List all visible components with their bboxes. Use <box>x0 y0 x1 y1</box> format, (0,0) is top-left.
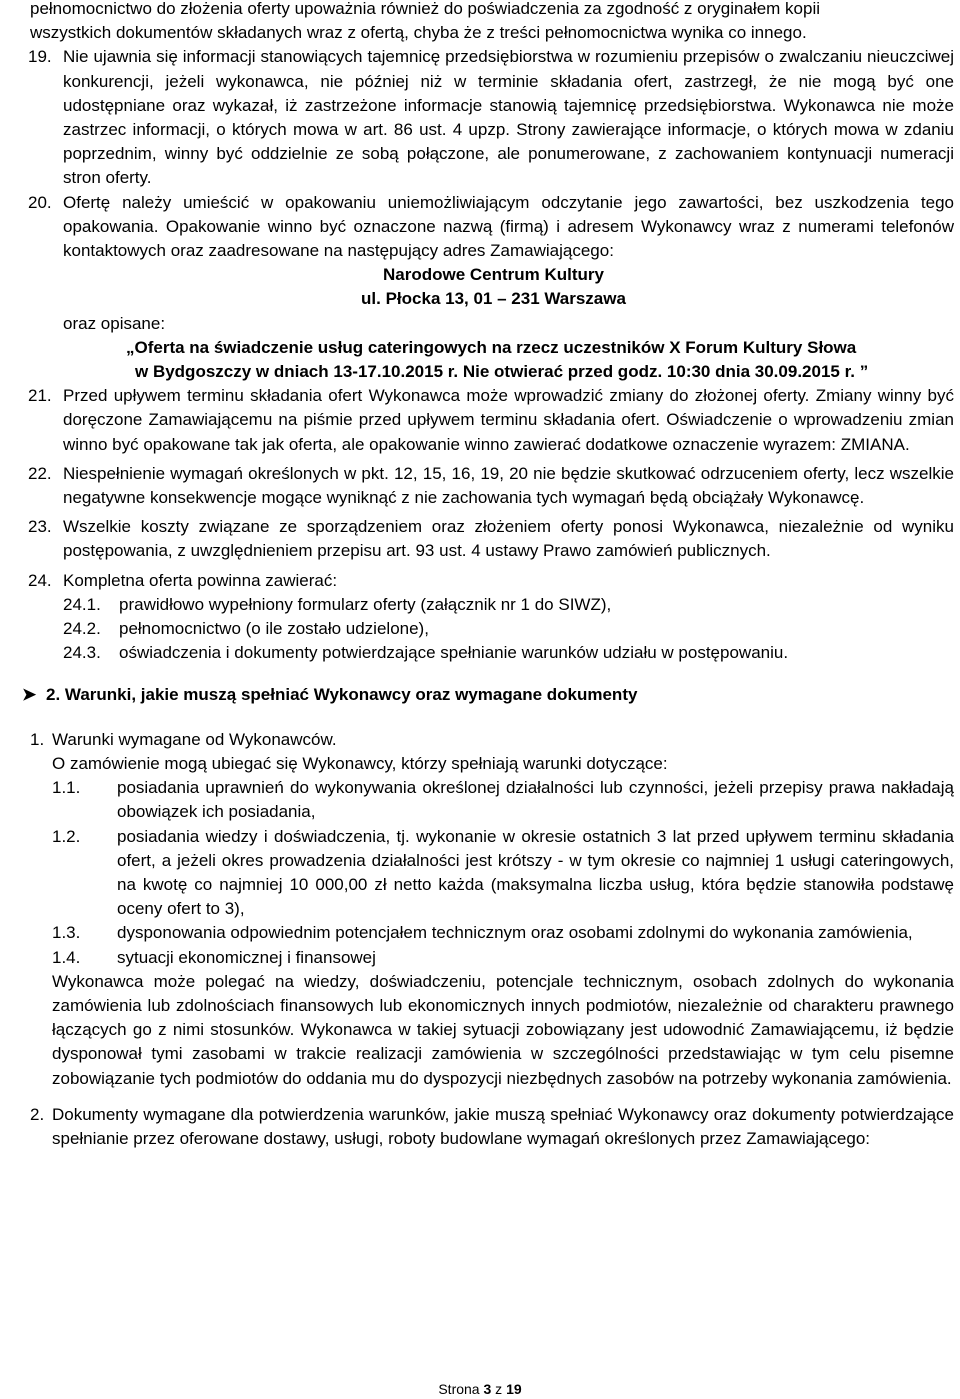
item-number: 23. <box>28 517 52 537</box>
subitem-number: 24.2. <box>63 619 101 639</box>
condition-text: sytuacji ekonomicznej i finansowej <box>117 947 376 967</box>
footer-label: Strona <box>438 1381 480 1397</box>
requirement-title: Warunki wymagane od Wykonawców. <box>52 729 337 749</box>
item-text: Wszelkie koszty związane ze sporządzeniem oraz złożeniem oferty ponosi Wykonawca, niezależnie od wyniku postępowania, z uwzględnieniem przepisu art. 93 ust. 4 ustawy Prawo zamówień publicznych. <box>63 517 954 561</box>
subitem-24-1 <box>63 593 954 617</box>
condition-number: 1.2. <box>52 826 81 846</box>
condition-text: posiadania wiedzy i doświadczenia, tj. wykonanie w okresie ostatnich 3 lat przed upływem terminu składania ofert, a jeżeli okres prowadzenia działalności jest krótszy - w tym okresie co najmniej 1 usługi cateringowych, na kwotę co najmniej 10 000,00 zł netto każda (maksymalna liczba usług, która będzie stanowiła podstawę oceny ofert to 3), <box>117 826 954 919</box>
requirement-intro: O zamówienie mogą ubiegać się Wykonawcy, którzy spełniają warunki dotyczące: <box>52 753 668 773</box>
footer-total-pages: 19 <box>506 1381 522 1397</box>
intro-line-1: pełnomocnictwo do złożenia oferty upoważnia również do poświadczenia za zgodność z oryginałem kopii <box>30 0 820 18</box>
address-street: ul. Płocka 13, 01 – 231 Warszawa <box>361 289 626 309</box>
condition-1-2 <box>52 825 954 922</box>
requirement-number: 1. <box>30 729 45 749</box>
address-name: Narodowe Centrum Kultury <box>382 265 605 285</box>
subitem-text: oświadczenia i dokumenty potwierdzające spełnianie warunków udziału w postępowaniu. <box>119 643 789 663</box>
section-heading-text: 2. Warunki, jakie muszą spełniać Wykonawcy oraz wymagane dokumenty <box>46 685 638 705</box>
page-footer <box>0 1381 960 1397</box>
subitem-text: prawidłowo wypełniony formularz oferty (załącznik nr 1 do SIWZ), <box>119 594 612 614</box>
item-23 <box>28 515 954 563</box>
subitem-number: 24.1. <box>63 594 101 614</box>
footer-of: z <box>495 1381 503 1397</box>
requirement-1 <box>30 728 954 1091</box>
opisane-label: oraz opisane: <box>63 313 166 333</box>
arrow-bullet-icon: ➤ <box>22 685 37 705</box>
condition-number: 1.4. <box>52 947 81 967</box>
item-text: Kompletna oferta powinna zawierać: <box>63 570 338 590</box>
requirement-text: Dokumenty wymagane dla potwierdzenia warunków, jakie muszą spełniać Wykonawcy oraz dokumenty potwierdzające spełnianie przez oferowane dostawy, usługi, roboty budowlane wymagań określonych przez Zamawiającego: <box>52 1104 954 1148</box>
item-number: 19. <box>28 47 52 67</box>
item-19 <box>28 45 954 190</box>
item-24 <box>28 569 954 666</box>
opisane-line-1: „Oferta na świadczenie usług cateringowych na rzecz uczestników X Forum Kultury Słowa <box>126 337 857 357</box>
opisane-line-2: w Bydgoszczy w dniach 13-17.10.2015 r. Nie otwierać przed godz. 10:30 dnia 30.09.2015 r. ” <box>135 362 869 382</box>
condition-1-1 <box>52 776 954 824</box>
item-text: Nie ujawnia się informacji stanowiących tajemnicę przedsiębiorstwa w rozumieniu przepisów o zwalczaniu nieuczciwej konkurencji, jeżeli wykonawca, nie później niż w terminie składania ofert, zastrzegł, że nie mogą być one udostępniane oraz wykazał, iż zastrzeżone informacje stanowią tajemnicę przedsiębiorstwa. Wykonawca nie może zastrzec informacji, o których mowa w art. 86 ust. 4 upzp. Strony zawierające informacje, o których mowa w zdaniu poprzednim, winny być oddzielnie ze sobą połączone, ale ponumerowane, z zachowaniem kontynuacji numeracji stron oferty. <box>63 47 954 188</box>
document-page <box>22 0 954 1151</box>
subitem-24-2 <box>63 617 954 641</box>
subitem-number: 24.3. <box>63 643 101 663</box>
item-text: Niespełnienie wymagań określonych w pkt. 12, 15, 16, 19, 20 nie będzie skutkować odrzuceniem oferty, lecz wszelkie negatywne konsekwencje mogące wyniknąć z nie zachowania tych wymagań będą obciążały Wykonawcę. <box>63 463 954 508</box>
item-21 <box>28 384 954 457</box>
condition-1-3 <box>52 921 954 945</box>
intro-line-2: wszystkich dokumentów składanych wraz z ofertą, chyba że z treści pełnomocnictwa wynika co innego. <box>30 23 807 43</box>
item-number: 22. <box>28 463 52 483</box>
condition-number: 1.3. <box>52 923 81 943</box>
subitem-text: pełnomocnictwo (o ile zostało udzielone), <box>119 619 429 639</box>
section-2-heading <box>22 683 954 707</box>
condition-text: dysponowania odpowiednim potencjałem technicznym oraz osobami zdolnymi do wykonania zamówienia, <box>117 923 913 943</box>
item-number: 20. <box>28 192 52 212</box>
item-22 <box>28 462 954 510</box>
condition-1-4 <box>52 946 954 970</box>
requirement-number: 2. <box>30 1104 45 1124</box>
item-number: 21. <box>28 386 52 406</box>
condition-number: 1.1. <box>52 778 81 798</box>
item-20 <box>28 191 954 385</box>
condition-text: posiadania uprawnień do wykonywania określonej działalności lub czynności, jeżeli przepisy prawa nakładają obowiązek ich posiadania, <box>117 778 954 822</box>
item-text: Ofertę należy umieścić w opakowaniu uniemożliwiającym odczytanie jego zawartości, bez uszkodzenia tego opakowania. Opakowanie winno być oznaczone nazwą (firmą) i adresem Wykonawcy wraz z numerami telefonów kontaktowych oraz zaadresowane na następujący adres Zamawiającego: <box>63 192 954 261</box>
item-number: 24. <box>28 570 52 590</box>
requirement-body: Wykonawca może polegać na wiedzy, doświadczeniu, potencjale technicznym, osobach zdolnych do wykonania zamówienia lub zdolnościach finansowych lub ekonomicznych innych podmiotów, niezależnie od charakteru prawnego łączących go z nimi stosunków. Wykonawca w takiej sytuacji zobowiązany jest udowodnić Zamawiającemu, iż będzie dysponował tymi zasobami w trakcie realizacji zamówienia w szczególności przedstawiając w tym celu pisemne zobowiązanie tych podmiotów do oddania mu do dyspozycji niezbędnych zasobów na potrzeby wykonania zamówienia. <box>52 971 954 1088</box>
section-2-body <box>30 728 954 1151</box>
subitem-24-3 <box>63 641 954 665</box>
requirement-2 <box>30 1103 954 1151</box>
item-text: Przed upływem terminu składania ofert Wykonawca może wprowadzić zmiany do złożonej oferty. Zmiany winny być doręczone Zamawiającemu na piśmie przed upływem terminu składania ofert. Oświadczenie o wprowadzeniu zmian winno być opakowane tak jak oferta, ale opakowanie winno zawierać dodatkowe oznaczenie wyrazem: ZMIANA. <box>63 386 954 454</box>
footer-page-number: 3 <box>483 1381 492 1397</box>
